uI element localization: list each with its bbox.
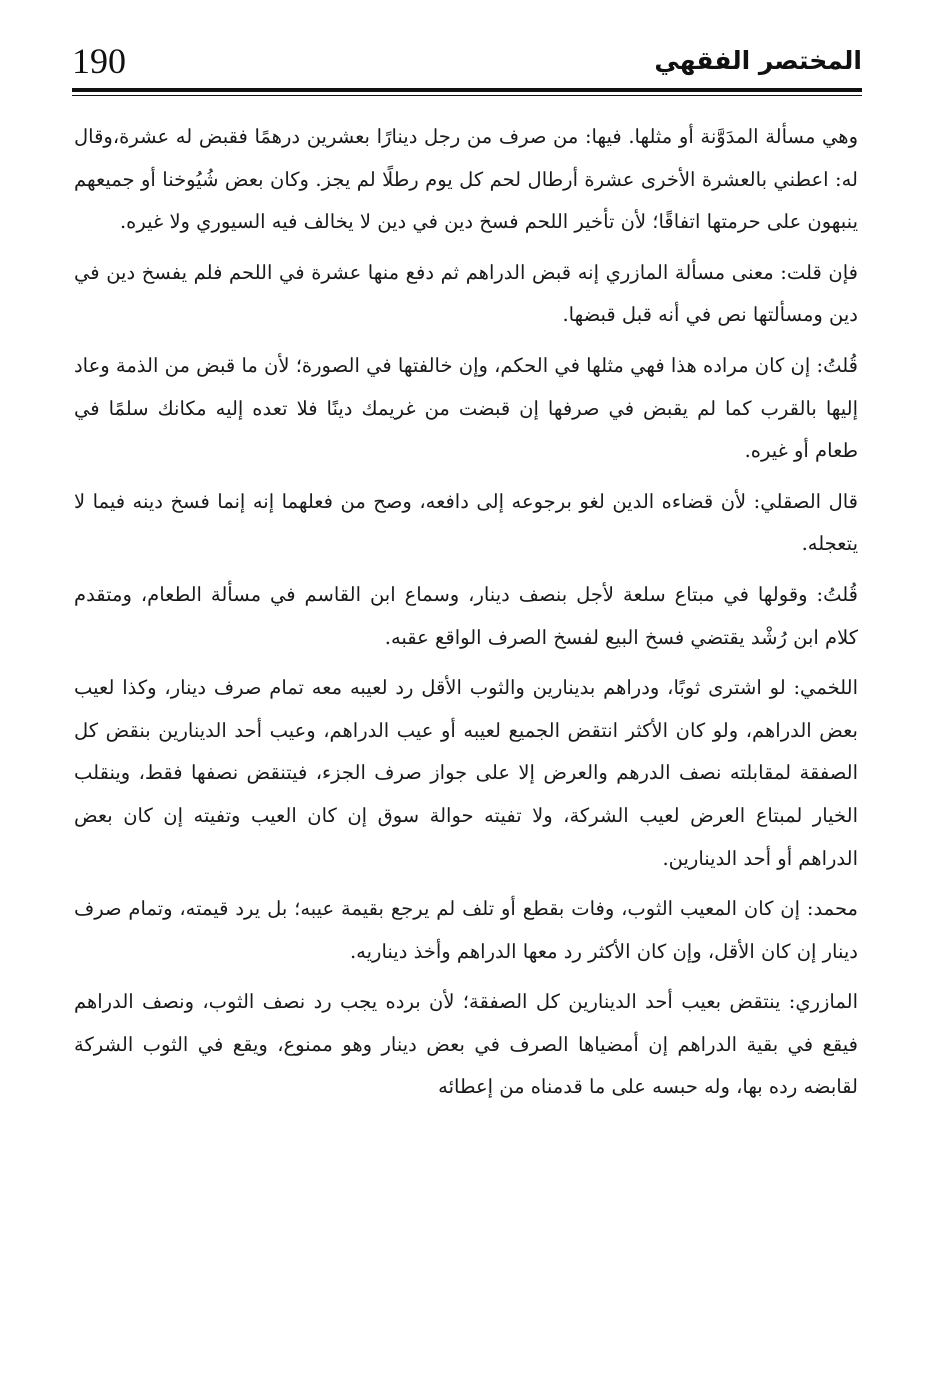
paragraph: فإن قلت: معنى مسألة المازري إنه قبض الدراهم ثم دفع منها عشرة في اللحم فلم يفسخ دين في دين ومسألتها نص في أنه قبل قبضها. xyxy=(74,260,858,327)
page-number: 190 xyxy=(72,41,126,81)
header-rule-thick xyxy=(72,88,862,92)
page-header xyxy=(72,40,862,86)
paragraph: اللخمي: لو اشترى ثوبًا، ودراهم بدينارين والثوب الأقل رد لعيبه معه تمام صرف دينار، وكذا لعيب بعض الدراهم، ولو كان الأكثر انتقض الجميع لعيبه أو عيب الدراهم، وعيب أحد الدينارين بنقض كل الصفقة لمقابلته نصف الدرهم والعرض إلا على جواز صرف الجزء، فيتنقض نصفها فقط، وينقلب الخيار لمبتاع العرض لعيب الشركة، ولا تفيته حوالة سوق إن كان العيب وتفيته إن كان بعض الدراهم أو أحد الدينارين. xyxy=(74,676,858,870)
paragraph: قُلتُ: وقولها في مبتاع سلعة لأجل بنصف دينار، وسماع ابن القاسم في مسألة الطعام، ومتقدم كلام ابن رُشْد يقتضي فسخ البيع لفسخ الصرف الواقع عقبه. xyxy=(74,582,858,649)
running-title: المختصر الفقهي xyxy=(654,46,862,75)
paragraph: وهي مسألة المدَوَّنة أو مثلها. فيها: من صرف من رجل دينارًا بعشرين درهمًا فقبض له عشرة،وقال له: اعطني بالعشرة الأخرى عشرة أرطال لحم كل يوم رطلًا لم يجز. وكان بعض شُيُوخنا أو جميعهم ينبهون على حرمتها اتفاقًا؛ لأن تأخير اللحم فسخ دين في دين لا يخالف فيه السيوري ولا غيره. xyxy=(74,125,858,234)
paragraph: محمد: إن كان المعيب الثوب، وفات بقطع أو تلف لم يرجع بقيمة عيبه؛ بل يرد قيمته، وتمام صرف دينار إن كان الأقل، وإن كان الأكثر رد معها الدراهم وأخذ ديناريه. xyxy=(74,897,858,963)
body-text xyxy=(74,116,858,1346)
paragraph: قُلتُ: إن كان مراده هذا فهي مثلها في الحكم، وإن خالفتها في الصورة؛ لأن ما قبض من الذمة وعاد إليها بالقرب كما لم يقبض في صرفها إن قبضت من غريمك دينًا فلا تعده إليه مكانك سلمًا في طعام أو غيره. xyxy=(74,353,858,463)
header-rule-thin xyxy=(72,95,862,96)
paragraph: المازري: ينتقض بعيب أحد الدينارين كل الصفقة؛ لأن برده يجب رد نصف الثوب، ونصف الدراهم فيقع في بقية الدراهم إن أمضياها الصرف في بعض دينار وهو ممنوع، ويقع في الثوب الشركة لقابضه رده بها، وله حبسه على ما قدمناه من إعطائه xyxy=(74,990,858,1099)
paragraph: قال الصقلي: لأن قضاءه الدين لغو برجوعه إلى دافعه، وصح من فعلهما إنه إنما فسخ دينه فيما لا يتعجله. xyxy=(74,489,858,556)
